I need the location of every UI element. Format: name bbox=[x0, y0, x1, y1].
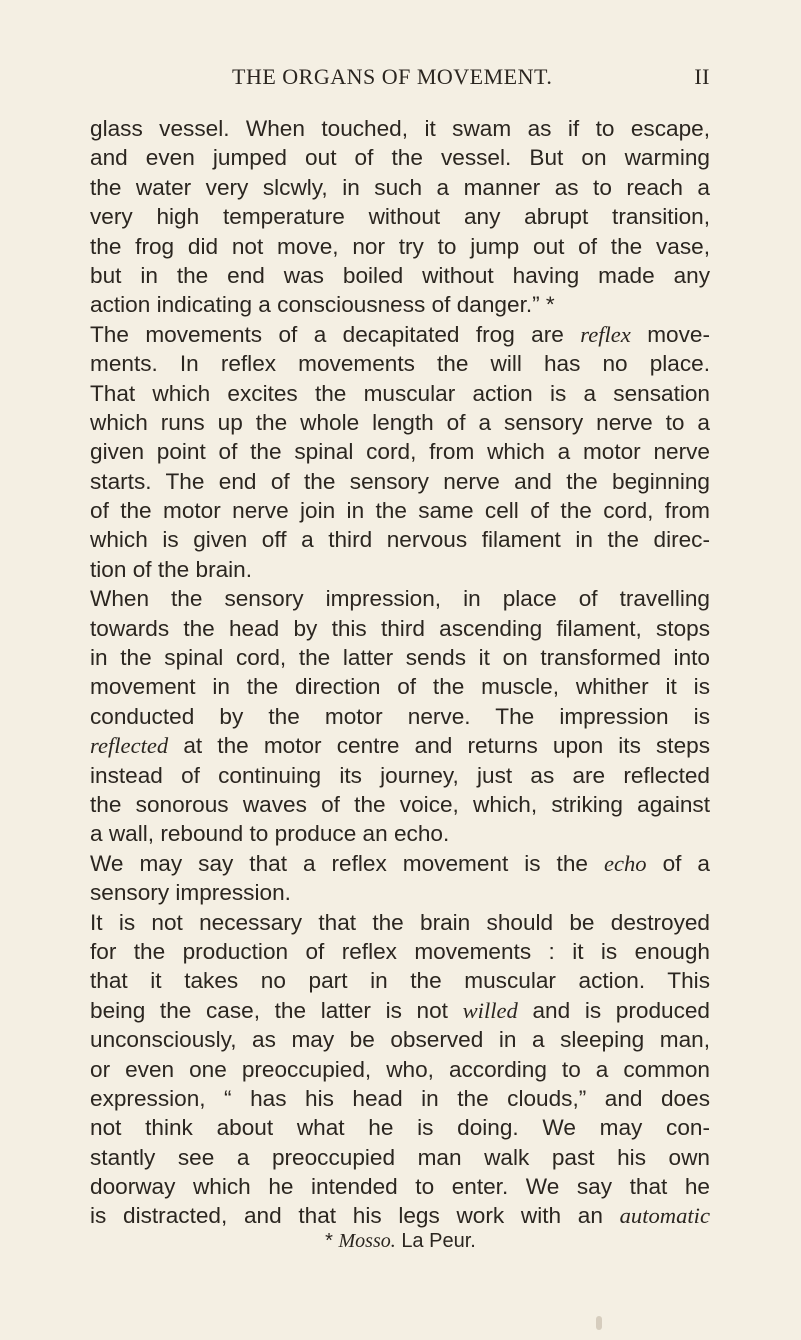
italic-term: echo bbox=[603, 850, 647, 876]
body-text bbox=[90, 114, 710, 1231]
text-line: conducted by the motor nerve. The impression is bbox=[90, 703, 710, 729]
text-line: We may say that a reflex movement is the echo of a bbox=[90, 850, 710, 876]
text-line: the frog did not move, nor try to jump out of the vase, bbox=[90, 233, 710, 259]
text-line: ments. In reflex movements the will has no place. bbox=[90, 351, 710, 377]
text-line: but in the end was boiled without having made any bbox=[90, 262, 710, 288]
text-line: When the sensory impression, in place of travelling bbox=[90, 586, 710, 612]
text-line: for the production of reflex movements : it is enough bbox=[90, 938, 710, 964]
text-line: of the motor nerve join in the same cell of the cord, from bbox=[90, 498, 710, 524]
text-line: the water very slcwly, in such a manner as to reach a bbox=[90, 174, 710, 200]
italic-term: automatic bbox=[619, 1203, 710, 1229]
text-line: given point of the spinal cord, from which a motor nerve bbox=[90, 439, 710, 465]
italic-term: reflex bbox=[580, 321, 631, 347]
text-line: a wall, rebound to produce an echo. bbox=[90, 821, 450, 847]
text-line: movement in the direction of the muscle, whither it is bbox=[90, 674, 710, 700]
text-line: expression, “ has his head in the clouds,” and does bbox=[90, 1085, 710, 1111]
text-line: in the spinal cord, the latter sends it on transformed into bbox=[90, 645, 710, 671]
text-line: The movements of a decapitated frog are reflex move- bbox=[90, 321, 710, 347]
text-line: tion of the brain. bbox=[90, 556, 253, 582]
text-line: doorway which he intended to enter. We say that he bbox=[90, 1174, 710, 1200]
footnote bbox=[0, 1230, 801, 1253]
text-line: which is given off a third nervous filament in the direc- bbox=[90, 527, 710, 553]
footnote-marker: * bbox=[325, 1230, 333, 1252]
text-line: which runs up the whole length of a sensory nerve to a bbox=[90, 409, 710, 435]
page-number: II bbox=[694, 64, 710, 89]
text-line: sensory impression. bbox=[90, 880, 291, 906]
text-line: not think about what he is doing. We may con- bbox=[90, 1115, 710, 1141]
text-line: glass vessel. When touched, it swam as if to escape, bbox=[90, 116, 710, 141]
text-line: being the case, the latter is not willed and is produced bbox=[90, 997, 710, 1023]
text-line: or even one preoccupied, who, according to a common bbox=[90, 1056, 710, 1082]
text-line: and even jumped out of the vessel. But on warming bbox=[90, 145, 710, 171]
footnote-author: Mosso. bbox=[338, 1230, 396, 1252]
italic-term: willed bbox=[462, 997, 518, 1023]
text-line: It is not necessary that the brain should be destroyed bbox=[90, 909, 710, 935]
italic-term: reflected bbox=[90, 733, 169, 759]
text-line: that it takes no part in the muscular action. This bbox=[90, 968, 710, 994]
text-line: is distracted, and that his legs work with an automatic bbox=[90, 1203, 710, 1229]
text-line: unconsciously, as may be observed in a sleeping man, bbox=[90, 1027, 710, 1053]
paper-speck bbox=[596, 1316, 602, 1330]
text-line: reflected at the motor centre and returns upon its steps bbox=[90, 733, 710, 759]
text-line: starts. The end of the sensory nerve and the beginning bbox=[90, 468, 710, 494]
text-line: stantly see a preoccupied man walk past his own bbox=[90, 1144, 710, 1170]
text-line: instead of continuing its journey, just as are reflected bbox=[90, 762, 710, 788]
text-line: That which excites the muscular action is a sensation bbox=[90, 380, 710, 406]
text-line: action indicating a consciousness of danger.” * bbox=[90, 292, 555, 318]
text-line: very high temperature without any abrupt transition, bbox=[90, 204, 710, 230]
text-line: the sonorous waves of the voice, which, striking against bbox=[90, 791, 710, 817]
footnote-work: La Peur. bbox=[401, 1230, 476, 1252]
running-title: THE ORGANS OF MOVEMENT. bbox=[232, 64, 553, 89]
text-line: towards the head by this third ascending filament, stops bbox=[90, 615, 710, 641]
running-head bbox=[90, 64, 710, 94]
